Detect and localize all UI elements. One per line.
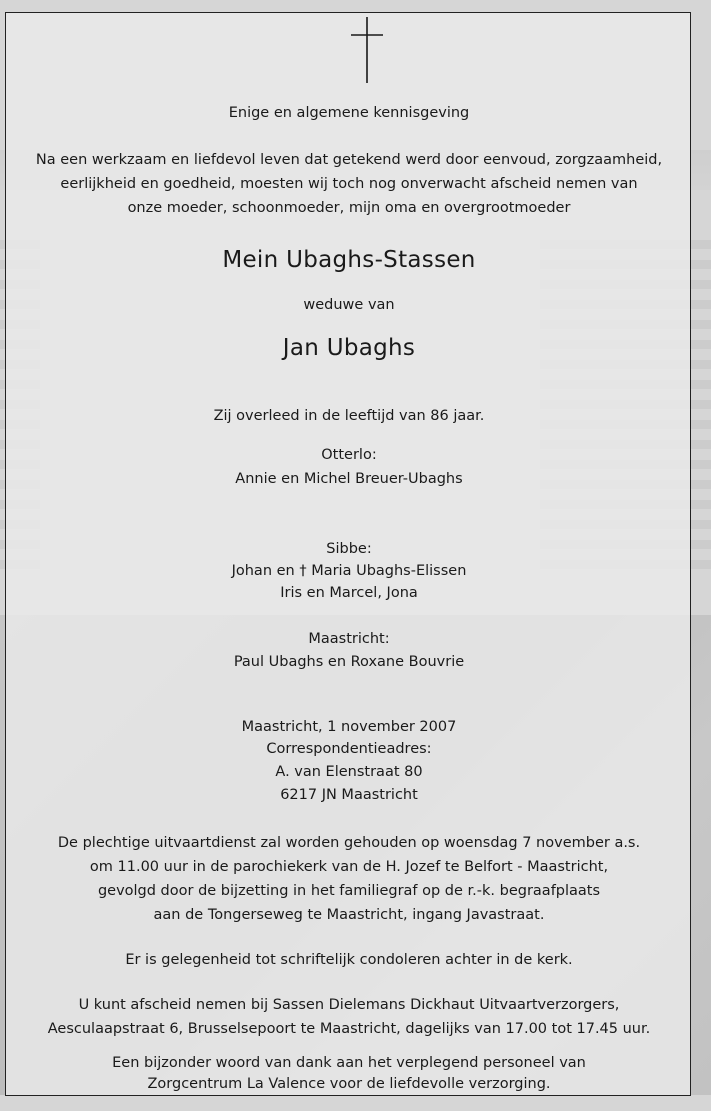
age-line: Zij overleed in de leeftijd van 86 jaar.: [213, 408, 485, 424]
service-line: om 11.00 uur in de parochiekerk van de H. Jozef te Belfort - Maastricht,: [89, 859, 609, 875]
correspondence-line: Correspondentieadres:: [266, 741, 432, 757]
intro-line: onze moeder, schoonmoeder, mijn oma en overgrootmoeder: [127, 200, 571, 216]
notice-heading: Enige en algemene kennisgeving: [228, 105, 470, 121]
correspondence-line: Maastricht, 1 november 2007: [241, 719, 457, 735]
spouse-name: Jan Ubaghs: [282, 335, 416, 361]
widow-of-label: weduwe van: [303, 297, 395, 313]
condolence-line: Er is gelegenheid tot schriftelijk condoleren achter in de kerk.: [125, 952, 573, 968]
correspondence-line: A. van Elenstraat 80: [275, 764, 423, 780]
family-names: Iris en Marcel, Jona: [280, 585, 418, 601]
farewell-line: Aesculaapstraat 6, Brusselsepoort te Maastricht, dagelijks van 17.00 tot 17.45 uur.: [47, 1021, 651, 1037]
family-names: Johan en † Maria Ubaghs-Elissen: [231, 563, 467, 579]
correspondence-line: 6217 JN Maastricht: [280, 787, 418, 803]
family-names: Paul Ubaghs en Roxane Bouvrie: [233, 654, 465, 670]
family-place: Sibbe:: [326, 541, 372, 557]
thanks-line: Zorgcentrum La Valence voor de liefdevolle verzorging.: [147, 1076, 551, 1092]
family-names: Annie en Michel Breuer-Ubaghs: [235, 471, 463, 487]
service-line: gevolgd door de bijzetting in het familiegraf op de r.-k. begraafplaats: [97, 883, 601, 899]
intro-line: eerlijkheid en goedheid, moesten wij toch nog onverwacht afscheid nemen van: [60, 176, 638, 192]
service-line: aan de Tongerseweg te Maastricht, ingang Javastraat.: [153, 907, 545, 923]
family-place: Maastricht:: [308, 631, 390, 647]
farewell-line: U kunt afscheid nemen bij Sassen Dielemans Dickhaut Uitvaartverzorgers,: [78, 997, 620, 1013]
cross-icon: [347, 15, 387, 85]
deceased-name: Mein Ubaghs-Stassen: [222, 247, 476, 273]
intro-line: Na een werkzaam en liefdevol leven dat getekend werd door eenvoud, zorgzaamheid,: [35, 152, 663, 168]
obituary-notice: [5, 12, 691, 1096]
service-line: De plechtige uitvaartdienst zal worden gehouden op woensdag 7 november a.s.: [57, 835, 641, 851]
thanks-line: Een bijzonder woord van dank aan het verplegend personeel van: [112, 1055, 586, 1071]
family-place: Otterlo:: [321, 447, 377, 463]
